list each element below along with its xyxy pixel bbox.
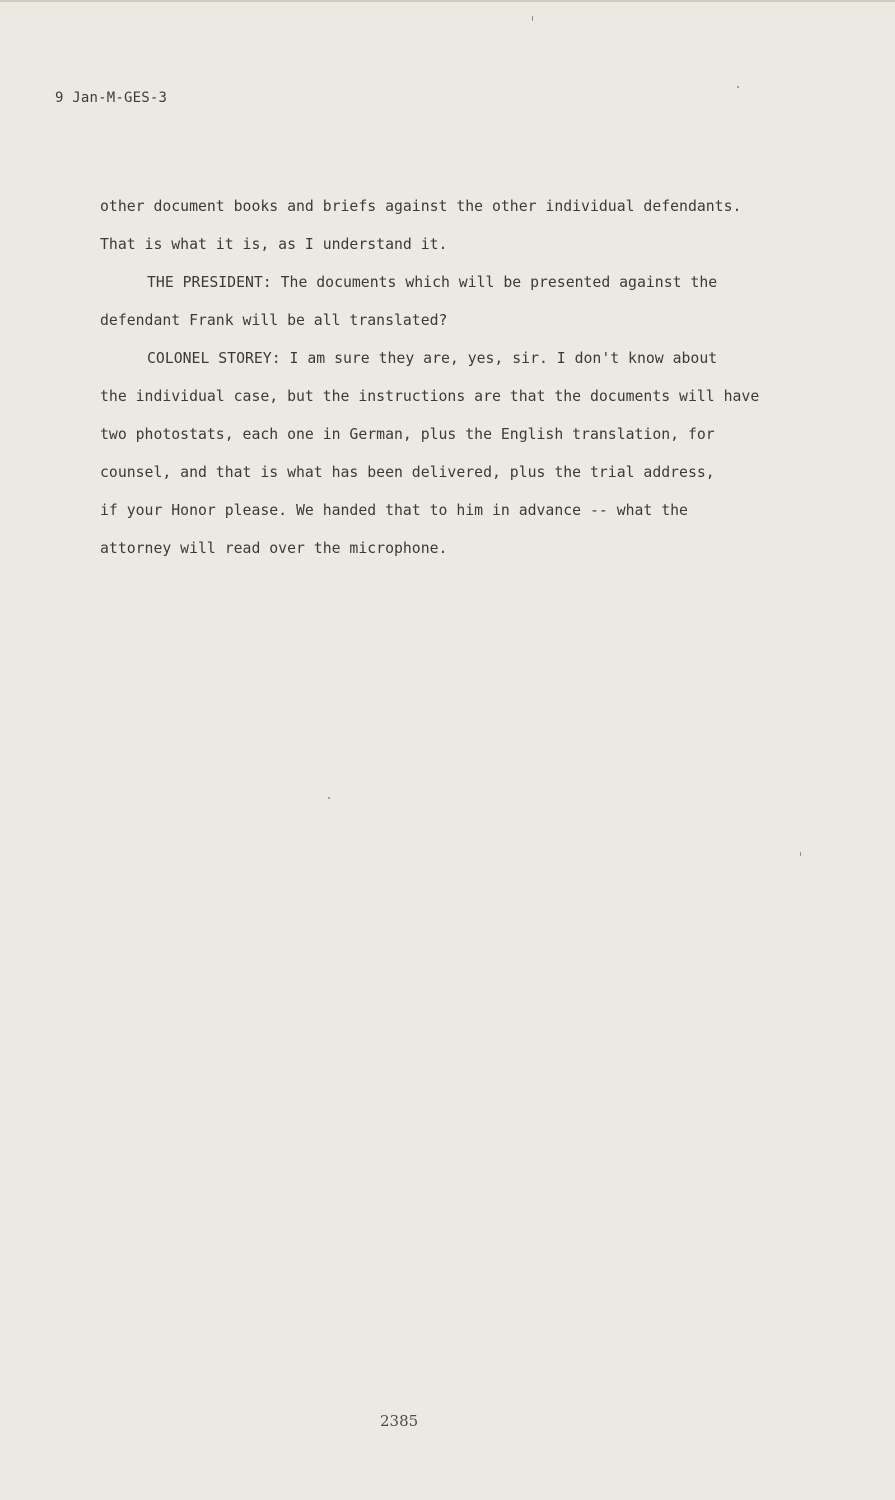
paper-speck <box>800 852 801 856</box>
text-line: That is what it is, as I understand it. <box>100 236 448 253</box>
text-line: COLONEL STOREY: I am sure they are, yes, sir. I don't know about <box>147 350 718 367</box>
page-number: 2385 <box>380 1412 419 1430</box>
text-line: the individual case, but the instructions are that the documents will have <box>100 388 760 405</box>
text-line: THE PRESIDENT: The documents which will be presented against the <box>147 274 718 291</box>
paper-speck <box>328 797 330 799</box>
text-line: counsel, and that is what has been delivered, plus the trial address, <box>100 464 715 481</box>
paper-speck <box>737 86 739 88</box>
text-line: if your Honor please. We handed that to him in advance -- what the <box>100 502 688 519</box>
text-line: defendant Frank will be all translated? <box>100 312 448 329</box>
text-line: other document books and briefs against the other individual defendants. <box>100 198 742 215</box>
document-code: 9 Jan-M-GES-3 <box>55 90 168 106</box>
transcript-body <box>100 188 820 568</box>
paper-speck <box>532 16 533 21</box>
text-line: attorney will read over the microphone. <box>100 540 448 557</box>
text-line: two photostats, each one in German, plus the English translation, for <box>100 426 715 443</box>
